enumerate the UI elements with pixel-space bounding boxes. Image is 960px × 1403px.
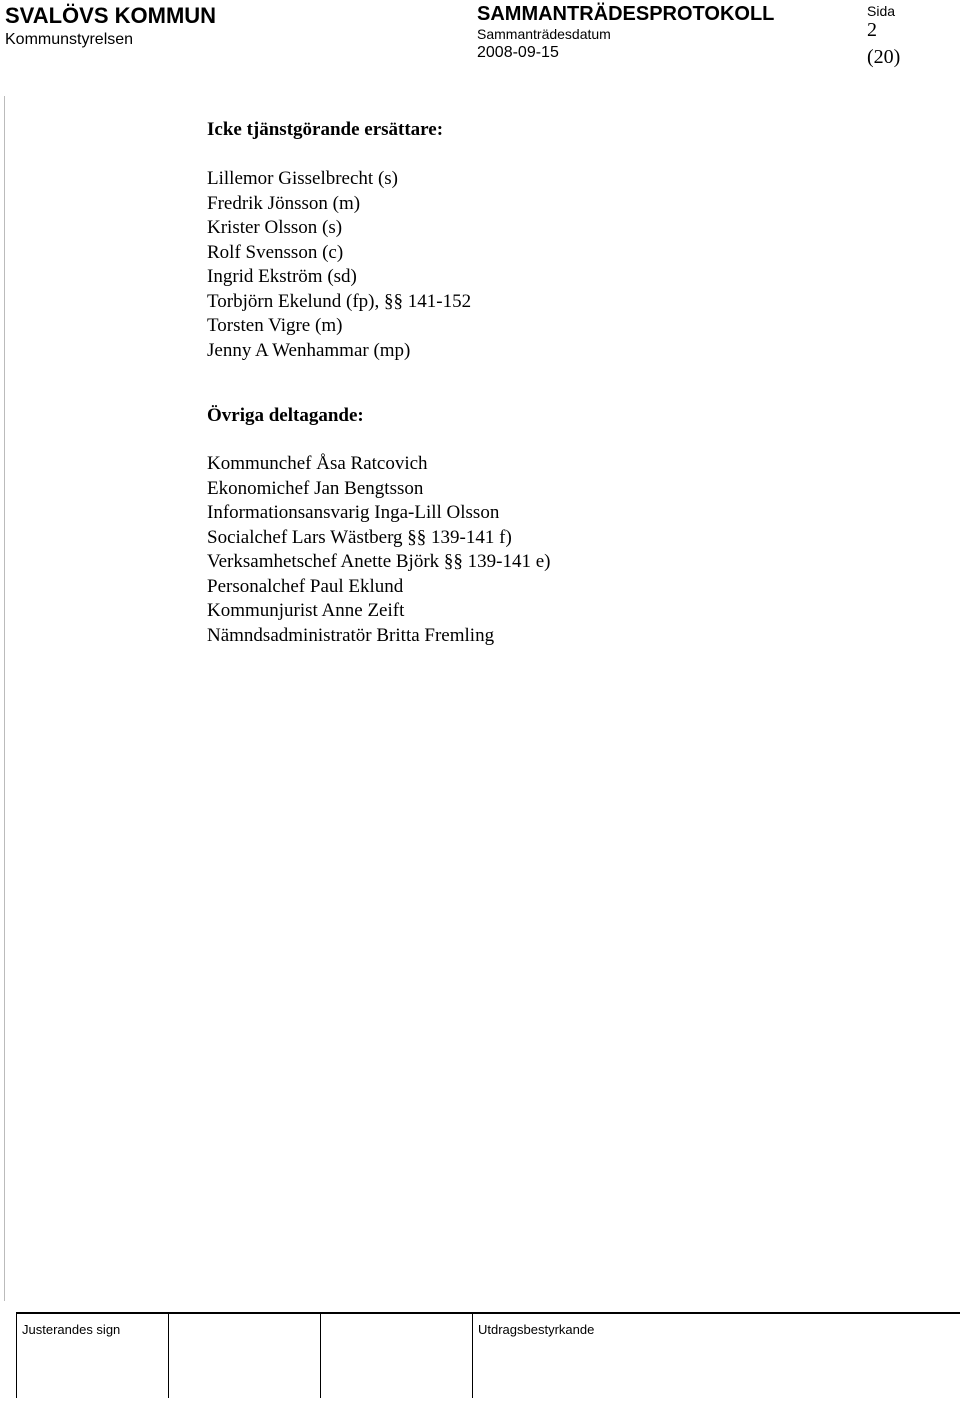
meeting-date-label: Sammanträdesdatum <box>477 26 611 42</box>
footer-rule <box>16 1312 960 1314</box>
page-total: (20) <box>867 46 901 68</box>
participant-list <box>207 452 927 648</box>
cell-divider <box>168 1312 169 1398</box>
list-item: Lillemor Gisselbrecht (s) <box>207 168 399 189</box>
signature-footer <box>16 1312 960 1398</box>
document-body <box>207 118 927 648</box>
list-item: Rolf Svensson (c) <box>207 241 344 263</box>
cell-divider <box>16 1312 17 1398</box>
section-other-participants <box>207 404 927 648</box>
document-type-title: SAMMANTRÄDESPROTOKOLL <box>477 3 775 25</box>
cell-divider <box>472 1312 473 1398</box>
section-heading: Icke tjänstgörande ersättare: <box>207 119 444 140</box>
list-item: Kommunchef Åsa Ratcovich <box>207 453 428 474</box>
list-item: Jenny A Wenhammar (mp) <box>207 339 411 361</box>
organization-unit: Kommunstyrelsen <box>5 31 134 48</box>
list-item: Ekonomichef Jan Bengtsson <box>207 477 424 499</box>
page-label: Sida <box>867 3 896 19</box>
list-item: Socialchef Lars Wästberg §§ 139-141 f) <box>207 526 512 548</box>
list-item: Fredrik Jönsson (m) <box>207 192 361 214</box>
list-item: Torbjörn Ekelund (fp), §§ 141-152 <box>207 290 472 312</box>
page-number: 2 <box>867 19 877 41</box>
list-item: Kommunjurist Anne Zeift <box>207 600 405 621</box>
list-item: Informationsansvarig Inga-Lill Olsson <box>207 502 500 523</box>
list-item: Torsten Vigre (m) <box>207 315 343 336</box>
meeting-date-value: 2008-09-15 <box>477 44 559 61</box>
section-heading: Övriga deltagande: <box>207 405 364 426</box>
list-item: Verksamhetschef Anette Björk §§ 139-141 e) <box>207 551 551 572</box>
section-non-serving-substitutes <box>207 118 927 363</box>
justerandes-sign-label: Justerandes sign <box>22 1322 121 1337</box>
list-item: Krister Olsson (s) <box>207 217 343 238</box>
list-item: Personalchef Paul Eklund <box>207 575 404 597</box>
margin-rule <box>4 96 5 1301</box>
list-item: Nämndsadministratör Britta Fremling <box>207 624 495 646</box>
member-list <box>207 167 927 363</box>
cell-divider <box>320 1312 321 1398</box>
utdragsbestyrkande-label: Utdragsbestyrkande <box>478 1322 595 1337</box>
list-item: Ingrid Ekström (sd) <box>207 266 357 287</box>
organization-name: SVALÖVS KOMMUN <box>5 3 217 28</box>
